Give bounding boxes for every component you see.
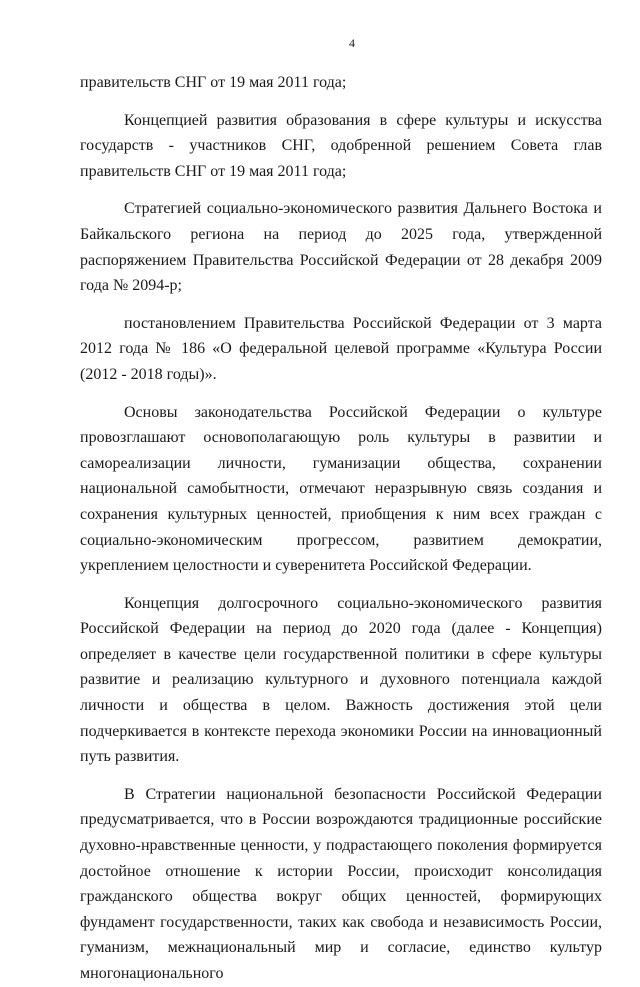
paragraph-culture-legislation: Основы законодательства Российской Федерации о культуре провозглашают основополагающую роль культуры в развитии и самореализации личности, гуманизации общества, сохранении национальной самобытности, отмечают неразрывную связь создания и сохранения культурных ценностей, приобщения к ним всех граждан с социально-экономическим прогрессом, развитием демократии, укреплением целостности и суверенитета Российской Федерации. <box>80 403 602 575</box>
paragraph-security-strategy: В Стратегии национальной безопасности Российской Федерации предусматривается, что в России возрождаются традиционные российские духовно-нравственные ценности, у подрастающего поколения формируется достойное отношение к истории России, происходит консолидация гражданского общества вокруг общих ценностей, формирующих фундамент государственности, таких как свобода и независимость России, гуманизм, межнациональный мир и согласие, единство культур многонационального <box>80 785 602 982</box>
paragraph-continuation: правительств СНГ от 19 мая 2011 года; <box>80 74 347 91</box>
paragraph-culture-program-resolution: постановлением Правительства Российской Федерации от 3 марта 2012 года № 186 «О федеральной целевой программе «Культура России (2012 - 2018 годы)». <box>80 314 602 383</box>
paragraph-education-concept: Концепцией развития образования в сфере культуры и искусства государств - участников СНГ, одобренной решением Совета глав правительств СНГ от 19 мая 2011 года; <box>80 111 602 180</box>
paragraph-long-term-concept: Концепция долгосрочного социально-экономического развития Российской Федерации на период до 2020 года (далее - Концепция) определяет в качестве цели государственной политики в сфере культуры развитие и реализацию культурного и духовного потенциала каждой личности и общества в целом. Важность достижения этой цели подчеркивается в контексте перехода экономики России на инновационный путь развития. <box>80 594 602 766</box>
page-number: 4 <box>349 36 355 50</box>
paragraph-far-east-strategy: Стратегией социально-экономического развития Дальнего Востока и Байкальского региона на период до 2025 года, утвержденной распоряжением Правительства Российской Федерации от 28 декабря 2009 года № 2094-р; <box>80 200 602 295</box>
